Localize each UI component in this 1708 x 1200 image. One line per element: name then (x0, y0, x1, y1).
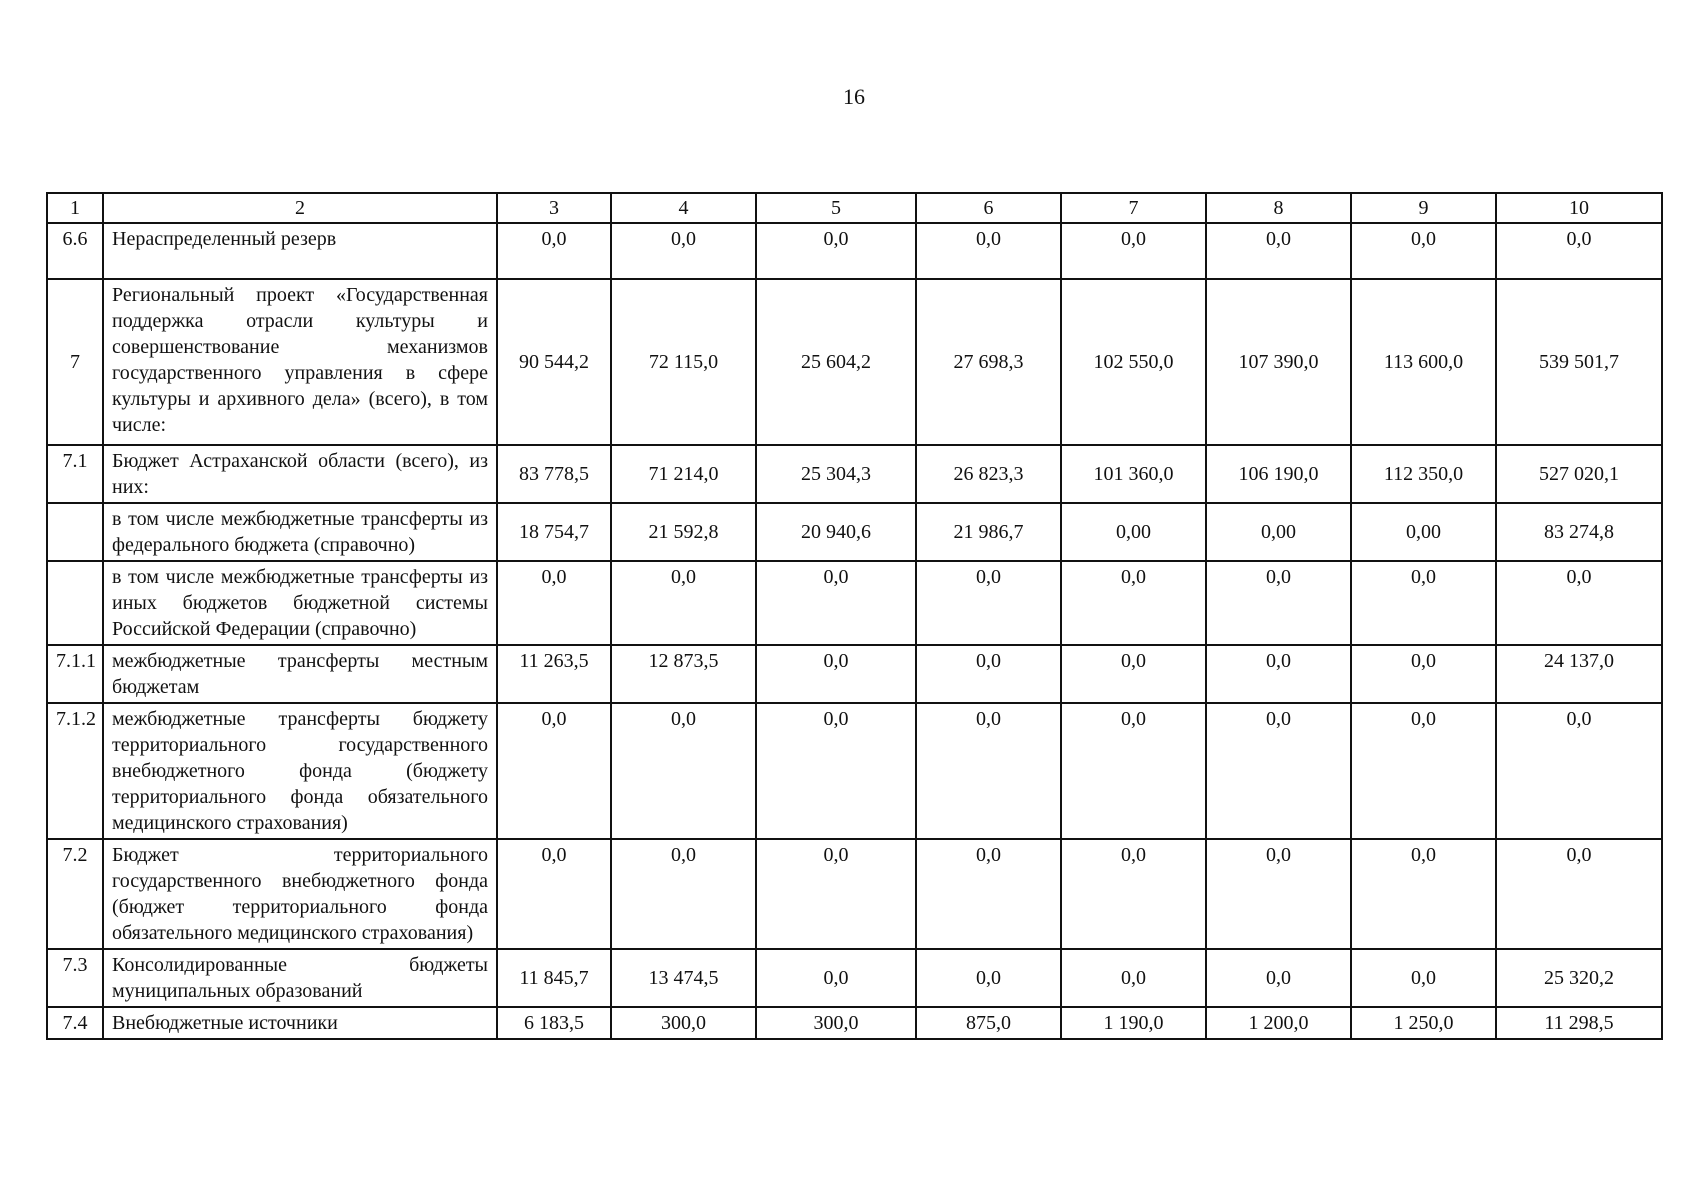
table-row (47, 223, 1662, 279)
row-name: в том числе межбюджетные трансферты из иных бюджетов бюджетной системы Российской Федерации (справочно) (103, 561, 497, 645)
value-cell: 0,0 (1061, 949, 1206, 1007)
budget-table (46, 192, 1663, 1040)
value-cell: 0,0 (1206, 949, 1351, 1007)
value-cell: 90 544,2 (497, 279, 611, 445)
value-cell: 6 183,5 (497, 1007, 611, 1039)
value-cell: 0,0 (756, 645, 916, 703)
table-row (47, 703, 1662, 839)
row-number: 7.4 (47, 1007, 103, 1039)
row-number (47, 561, 103, 645)
table-row (47, 503, 1662, 561)
page-number: 16 (843, 84, 865, 109)
value-cell: 83 778,5 (497, 445, 611, 503)
value-cell: 21 986,7 (916, 503, 1061, 561)
row-name: Бюджет территориального государственного внебюджетного фонда (бюджет территориального фонда обязательного медицинского страхования) (103, 839, 497, 949)
value-cell: 0,00 (1061, 503, 1206, 561)
value-cell: 26 823,3 (916, 445, 1061, 503)
table-row (47, 445, 1662, 503)
value-cell: 0,0 (1206, 223, 1351, 279)
value-cell: 0,0 (756, 561, 916, 645)
row-number: 7.1.1 (47, 645, 103, 703)
row-number: 7.2 (47, 839, 103, 949)
value-cell: 0,0 (916, 561, 1061, 645)
value-cell: 875,0 (916, 1007, 1061, 1039)
column-header: 9 (1351, 193, 1496, 223)
value-cell: 11 298,5 (1496, 1007, 1662, 1039)
value-cell: 0,0 (1496, 703, 1662, 839)
value-cell: 25 604,2 (756, 279, 916, 445)
column-header: 1 (47, 193, 103, 223)
value-cell: 300,0 (756, 1007, 916, 1039)
column-header: 2 (103, 193, 497, 223)
value-cell: 0,0 (916, 949, 1061, 1007)
value-cell: 0,0 (1206, 839, 1351, 949)
column-header: 10 (1496, 193, 1662, 223)
row-number (47, 503, 103, 561)
value-cell: 0,0 (1351, 949, 1496, 1007)
table-row (47, 279, 1662, 445)
value-cell: 0,0 (1061, 839, 1206, 949)
value-cell: 0,0 (1496, 561, 1662, 645)
row-number: 7.1 (47, 445, 103, 503)
value-cell: 25 304,3 (756, 445, 916, 503)
value-cell: 0,0 (1061, 223, 1206, 279)
value-cell: 20 940,6 (756, 503, 916, 561)
value-cell: 101 360,0 (1061, 445, 1206, 503)
value-cell: 0,0 (611, 703, 756, 839)
value-cell: 0,0 (1206, 703, 1351, 839)
column-header: 4 (611, 193, 756, 223)
value-cell: 107 390,0 (1206, 279, 1351, 445)
value-cell: 0,0 (497, 839, 611, 949)
row-name: Региональный проект «Государственная поддержка отрасли культуры и совершенствование механизмов государственного управления в сфере культуры и архивного дела» (всего), в том числе: (103, 279, 497, 445)
value-cell: 0,00 (1351, 503, 1496, 561)
row-name: Бюджет Астраханской области (всего), из них: (103, 445, 497, 503)
column-number-row (47, 193, 1662, 223)
value-cell: 11 845,7 (497, 949, 611, 1007)
value-cell: 0,0 (756, 949, 916, 1007)
value-cell: 12 873,5 (611, 645, 756, 703)
row-name: межбюджетные трансферты местным бюджетам (103, 645, 497, 703)
row-name: Нераспределенный резерв (103, 223, 497, 279)
column-header: 7 (1061, 193, 1206, 223)
row-name: Внебюджетные источники (103, 1007, 497, 1039)
value-cell: 113 600,0 (1351, 279, 1496, 445)
value-cell: 11 263,5 (497, 645, 611, 703)
value-cell: 0,0 (1351, 645, 1496, 703)
value-cell: 0,0 (916, 645, 1061, 703)
value-cell: 0,0 (1061, 703, 1206, 839)
value-cell: 0,0 (756, 703, 916, 839)
value-cell: 72 115,0 (611, 279, 756, 445)
table-row (47, 1007, 1662, 1039)
value-cell: 102 550,0 (1061, 279, 1206, 445)
value-cell: 0,0 (916, 703, 1061, 839)
value-cell: 0,0 (916, 839, 1061, 949)
row-number: 7.3 (47, 949, 103, 1007)
value-cell: 0,0 (611, 839, 756, 949)
column-header: 8 (1206, 193, 1351, 223)
value-cell: 1 190,0 (1061, 1007, 1206, 1039)
value-cell: 0,0 (1206, 645, 1351, 703)
row-number: 7 (47, 279, 103, 445)
value-cell: 0,0 (1496, 223, 1662, 279)
value-cell: 25 320,2 (1496, 949, 1662, 1007)
value-cell: 527 020,1 (1496, 445, 1662, 503)
row-name: в том числе межбюджетные трансферты из федерального бюджета (справочно) (103, 503, 497, 561)
value-cell: 0,0 (1351, 839, 1496, 949)
value-cell: 0,0 (497, 223, 611, 279)
value-cell: 0,0 (1496, 839, 1662, 949)
value-cell: 0,0 (756, 839, 916, 949)
value-cell: 0,0 (611, 561, 756, 645)
value-cell: 0,0 (916, 223, 1061, 279)
row-name: Консолидированные бюджеты муниципальных образований (103, 949, 497, 1007)
value-cell: 21 592,8 (611, 503, 756, 561)
value-cell: 0,0 (1061, 561, 1206, 645)
value-cell: 539 501,7 (1496, 279, 1662, 445)
value-cell: 1 200,0 (1206, 1007, 1351, 1039)
table-row (47, 645, 1662, 703)
value-cell: 106 190,0 (1206, 445, 1351, 503)
value-cell: 300,0 (611, 1007, 756, 1039)
value-cell: 24 137,0 (1496, 645, 1662, 703)
value-cell: 27 698,3 (916, 279, 1061, 445)
column-header: 3 (497, 193, 611, 223)
value-cell: 1 250,0 (1351, 1007, 1496, 1039)
table-row (47, 839, 1662, 949)
table-row (47, 949, 1662, 1007)
value-cell: 112 350,0 (1351, 445, 1496, 503)
value-cell: 0,00 (1206, 503, 1351, 561)
value-cell: 18 754,7 (497, 503, 611, 561)
value-cell: 0,0 (1351, 223, 1496, 279)
value-cell: 0,0 (497, 561, 611, 645)
row-name: межбюджетные трансферты бюджету территориального государственного внебюджетного фонда (бюджету территориального фонда обязательного медицинского страхования) (103, 703, 497, 839)
value-cell: 0,0 (611, 223, 756, 279)
value-cell: 71 214,0 (611, 445, 756, 503)
value-cell: 0,0 (1061, 645, 1206, 703)
column-header: 5 (756, 193, 916, 223)
value-cell: 83 274,8 (1496, 503, 1662, 561)
value-cell: 13 474,5 (611, 949, 756, 1007)
table-row (47, 561, 1662, 645)
value-cell: 0,0 (497, 703, 611, 839)
value-cell: 0,0 (1351, 703, 1496, 839)
row-number: 7.1.2 (47, 703, 103, 839)
value-cell: 0,0 (1206, 561, 1351, 645)
row-number: 6.6 (47, 223, 103, 279)
column-header: 6 (916, 193, 1061, 223)
value-cell: 0,0 (1351, 561, 1496, 645)
value-cell: 0,0 (756, 223, 916, 279)
